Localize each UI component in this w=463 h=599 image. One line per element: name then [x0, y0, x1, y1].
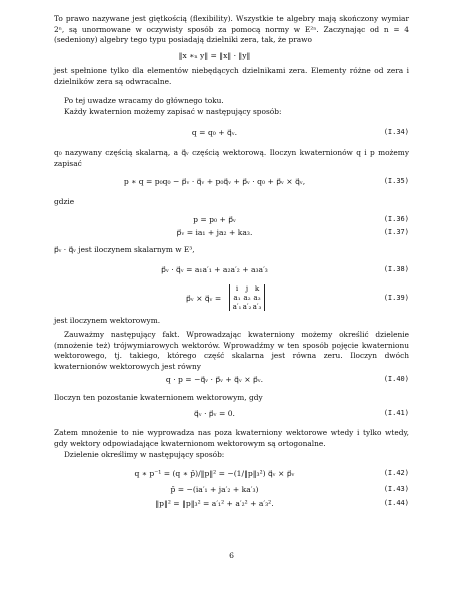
- equation-I38: [54, 264, 409, 275]
- paragraph-remains-vector: Iloczyn ten pozostanie kwaternionem wektorowym, gdy: [54, 393, 263, 402]
- det-cell: a′₂: [242, 302, 252, 311]
- paragraph-orthogonal: Zatem mnożenie to nie wyprowadza nas poza kwaterniony wektorowe wtedy i tylko wtedy, gdy wektory odpowiadające kwaternionom wektorowym są ortogonalne.: [54, 428, 409, 448]
- paragraph-cross-product: jest iloczynem wektorowym.: [54, 316, 161, 325]
- equation-norm: [54, 50, 409, 61]
- equation-I42-formula: q ∗ p⁻¹ = (q ∗ p̄)/‖p‖² = −(1/‖p‖₃²) q⃗ᵥ × p⃗ᵥ: [134, 469, 295, 478]
- equation-I44: [54, 498, 409, 509]
- paragraph-return: Po tej uwadze wracamy do głównego toku.: [64, 96, 224, 105]
- cross-product-determinant: [229, 284, 265, 311]
- equation-number: (I.43): [383, 485, 409, 493]
- paragraph-flexibility: To prawo nazywane jest giętkością (flexibility). Wszystkie te algebry mają skończony wymiar 2ⁿ, są unormowane w oczywisty sposób za pomocą normy w E²ⁿ. Zaczynając od n = 4 (sedeniony) algebry tego typu posiadają dzielniki zera, tak, że prawo: [54, 14, 409, 45]
- page-number: 6: [229, 551, 234, 560]
- equation-I37: [54, 227, 409, 238]
- equation-I38-formula: p⃗ᵥ · q⃗ᵥ = a₁a′₁ + a₂a′₂ + a₃a′₃: [161, 265, 268, 274]
- equation-number: (I.37): [383, 228, 409, 236]
- det-cell: a′₃: [252, 302, 262, 311]
- equation-norm-formula: ‖x ∗ₙ y‖ = ‖x‖ · ‖y‖: [178, 51, 251, 60]
- det-cell: a′₁: [232, 302, 242, 311]
- det-cell: k: [254, 284, 260, 293]
- determinant-row: [232, 293, 262, 302]
- equation-I41-formula: q⃗ᵥ · p⃗ᵥ = 0.: [194, 409, 235, 418]
- equation-I40-formula: q · p = −q⃗ᵥ · p⃗ᵥ + q⃗ᵥ × p⃗ᵥ.: [165, 375, 264, 384]
- equation-I35-formula: p ∗ q = p₀q₀ − p⃗ᵥ · q⃗ᵥ + p₀q⃗ᵥ + p⃗ᵥ · q₀ + p⃗ᵥ × q⃗ᵥ,: [123, 177, 306, 186]
- equation-number: (I.39): [383, 294, 409, 302]
- equation-I40: [54, 374, 409, 385]
- equation-I34-formula: q = q₀ + q⃗ᵥ.: [191, 128, 238, 137]
- equation-I39-lhs: p⃗ᵥ × q⃗ᵥ =: [186, 294, 222, 303]
- det-cell: j: [245, 284, 249, 293]
- paragraph-vector-quaternion: Zauważmy następujący fakt. Wprowadzając kwaterniony możemy określić dzielenie (mnożenie też) trójwymiarowych wektorów. Wprowadźmy w ten sposób pojęcie kwaternionu wektorowego, tj. takiego, którego część skalarna jest równa zeru. Iloczyn dwóch kwaternionów wektorowych jest równy: [54, 330, 409, 371]
- equation-number: (I.38): [383, 265, 409, 273]
- equation-number: (I.34): [383, 128, 409, 136]
- det-cell: i: [235, 284, 239, 293]
- equation-number: (I.36): [383, 215, 409, 223]
- paragraph-division: Dzielenie określimy w następujący sposób:: [64, 450, 225, 459]
- equation-I36: [54, 214, 409, 225]
- equation-I42: [54, 468, 409, 479]
- det-cell: a₁: [233, 293, 241, 302]
- equation-number: (I.42): [383, 469, 409, 477]
- equation-I37-formula: p⃗ᵥ = ia₁ + ja₂ + ka₃.: [176, 228, 253, 237]
- paragraph-quaternion-form: Każdy kwaternion możemy zapisać w następujący sposób:: [64, 107, 282, 116]
- equation-I43: [54, 484, 409, 495]
- equation-I43-formula: p̄ = −(ia′₁ + ja′₂ + ka′₃): [170, 485, 259, 494]
- equation-I41: [54, 408, 409, 419]
- equation-number: (I.41): [383, 409, 409, 417]
- equation-I36-formula: p = p₀ + p⃗ᵥ: [193, 215, 236, 224]
- paragraph-zero-divisors: jest spełnione tylko dla elementów niebędących dzielnikami zera. Elementy różne od zera i dzielników zera są odwracalne.: [54, 66, 409, 86]
- equation-I34: [54, 127, 409, 138]
- equation-I44-formula: ‖p‖² = ‖p‖₃² = a′₁² + a′₂² + a′₃².: [155, 499, 274, 508]
- det-cell: a₃: [253, 293, 261, 302]
- paragraph-scalar-vector-part: q₀ nazywany częścią skalarną, a q⃗ᵥ częścią wektorową. Iloczyn kwaternionów q i p możemy zapisać: [54, 148, 409, 168]
- equation-number: (I.40): [383, 375, 409, 383]
- equation-I35: [54, 176, 409, 187]
- determinant-row: [232, 284, 262, 293]
- paragraph-where: gdzie: [54, 197, 75, 206]
- equation-number: (I.44): [383, 499, 409, 507]
- paragraph-scalar-product: p⃗ᵥ · q⃗ᵥ jest iloczynem skalarnym w E³,: [54, 245, 195, 254]
- determinant-row: [232, 302, 262, 311]
- det-cell: a₂: [243, 293, 251, 302]
- equation-number: (I.35): [383, 177, 409, 185]
